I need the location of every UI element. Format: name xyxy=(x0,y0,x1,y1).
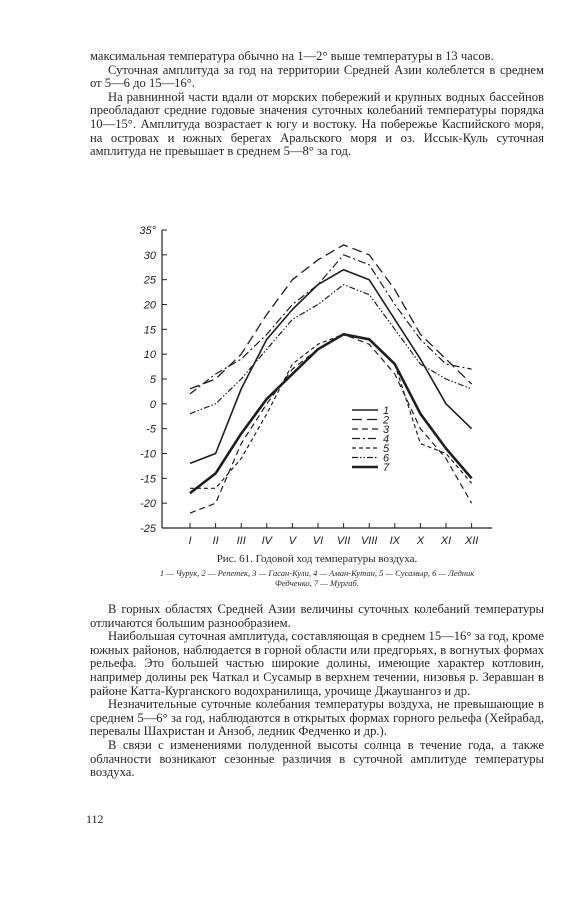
x-tick-label: V xyxy=(288,535,297,547)
legend-label-6: 6 xyxy=(383,452,390,465)
x-tick-label: VI xyxy=(312,535,324,547)
y-tick-label: 30 xyxy=(143,249,156,262)
x-tick-label: II xyxy=(212,535,219,547)
x-tick-label: IV xyxy=(261,535,273,547)
y-tick-label: -20 xyxy=(140,498,156,511)
x-tick-label: I xyxy=(188,535,192,547)
paragraph: На равнинной части вдали от морских побережий и крупных водных бассейнов преобладают средние годовые значения суточных колебаний температуры порядка 10—15°. Амплитуда возрастает к югу и востоку. На побережье Каспийского моря, на островах и южных берегах Аральского моря и оз. Иссык-Куль суточная амплитуда не превышает в среднем 5—8° за год. xyxy=(90,89,544,159)
legend-label-3: 3 xyxy=(383,424,390,436)
y-tick-label: -15 xyxy=(140,473,156,486)
x-tick-label: IX xyxy=(389,535,401,547)
series-line-4 xyxy=(190,255,472,394)
x-tick-label: VIII xyxy=(360,535,378,547)
y-tick-label: 20 xyxy=(143,299,156,312)
y-tick-label: 5 xyxy=(149,374,156,386)
legend-label-2: 2 xyxy=(383,414,390,427)
paragraph: Наибольшая суточная амплитуда, составляющая в среднем 15—16° за год, кроме южных районов, наблюдается в горной области или предгорьях, в вогнутых формах рельефа. Это большей частью широкие долины, имеющие характер котловин, например долины рек Чаткал и Сусамыр в верхнем течении, низовья р. Зеравшан в районе Катта-Курганского водохранилища, урочище Джаушангоз и др. xyxy=(90,629,544,698)
series-line-2 xyxy=(190,245,472,389)
paragraph: Незначительные суточные колебания температуры воздуха, не превышающие в среднем 5—6° за год, наблюдаются в открытых формах горного рельефа (Хейрабад, перевалы Шахристан и Анзоб, ледник Федченко и др.). xyxy=(90,697,544,739)
y-tick-label: 10 xyxy=(143,349,156,362)
paragraph: В связи с изменениями полуденной высоты солнца в течение года, а также облачности возникают сезонные различия в суточной амплитуде температуры воздуха. xyxy=(90,737,544,780)
x-tick-label: III xyxy=(236,535,246,547)
bottom-text-block xyxy=(90,603,544,780)
paragraph: Суточная амплитуда за год на территории Средней Азии колеблется в среднем от 5—6 до 15—16°. xyxy=(90,62,544,91)
y-tick-label: 35° xyxy=(139,225,156,237)
series-line-6 xyxy=(190,285,472,414)
y-tick-label: 0 xyxy=(149,398,156,411)
figure-caption-legend: 1 — Чурук, 2 — Репетек, 3 — Гасан-Кули, 4 — Аман-Кутан, 5 — Сусамыр, 6 — Ледник Федченко, 7 — Мургаб. xyxy=(159,568,475,588)
figure-caption: Рис. 61. Годовой ход температуры воздуха. xyxy=(216,553,418,565)
y-tick-label: 25 xyxy=(143,274,156,287)
y-tick-label: 15 xyxy=(143,324,156,337)
paragraph: максимальная температура обычно на 1—2° выше температуры в 13 часов. xyxy=(90,49,494,63)
x-tick-label: XII xyxy=(464,535,479,547)
y-tick-label: -10 xyxy=(140,448,156,461)
paragraph: В горных областях Средней Азии величины суточных колебаний температуры отличаются большим разнообразием. xyxy=(90,602,544,630)
page-number: 112 xyxy=(86,812,104,826)
x-tick-label: XI xyxy=(440,535,452,547)
series-line-3 xyxy=(190,334,472,513)
y-tick-label: -25 xyxy=(140,523,156,535)
top-text-block xyxy=(90,50,544,159)
legend-label-1: 1 xyxy=(383,405,390,417)
legend-label-5: 5 xyxy=(383,443,390,455)
x-tick-label: X xyxy=(416,535,425,547)
legend-label-4: 4 xyxy=(383,433,390,446)
series-line-1 xyxy=(190,270,472,464)
legend-label-7: 7 xyxy=(383,462,390,474)
x-tick-label: VII xyxy=(336,535,351,547)
y-tick-label: -5 xyxy=(146,423,156,436)
temperature-chart xyxy=(120,222,500,552)
